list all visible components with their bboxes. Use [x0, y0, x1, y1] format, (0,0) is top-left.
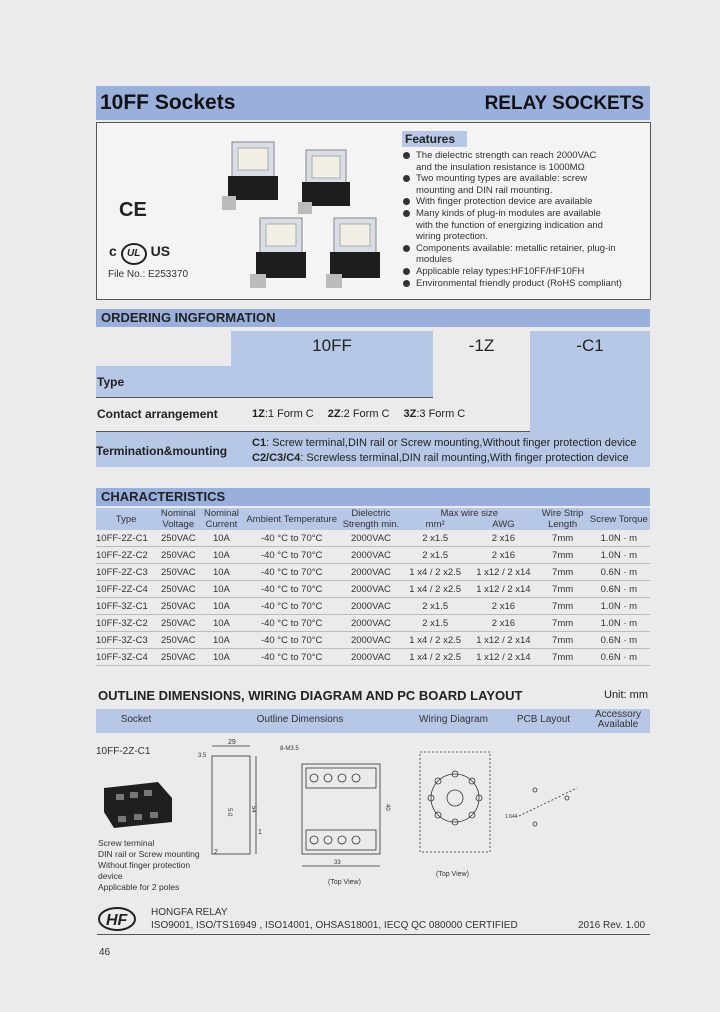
company-name: HONGFA RELAY [151, 907, 228, 918]
table-cell: 10A [200, 615, 242, 632]
ce-mark: CE [119, 199, 147, 221]
feature-item [402, 208, 642, 243]
contact-options [252, 408, 479, 420]
table-row [96, 564, 650, 581]
wiring-diagram [410, 742, 502, 878]
col-socket: Socket [120, 714, 152, 725]
socket-model: 10FF-2Z-C1 [96, 746, 151, 757]
bullet-icon [403, 210, 410, 217]
contact-text: :2 Form C [340, 408, 390, 420]
feature-text: mounting and DIN rail mounting. [416, 184, 553, 196]
feature-text: With finger protection device are available [416, 196, 593, 208]
table-cell: -40 °C to 70°C [243, 615, 341, 632]
col-dielectric: Dielectric Strength min. [342, 508, 400, 530]
table-cell: 7mm [538, 530, 588, 547]
table-cell: 2000VAC [341, 615, 401, 632]
table-cell: 2000VAC [341, 632, 401, 649]
table-cell: 1 x4 / 2 x2.5 [401, 632, 469, 649]
relay-photo-2 [298, 150, 350, 214]
col-torque: Screw Torque [588, 508, 650, 530]
page-title: 10FF Sockets [100, 91, 236, 114]
table-cell: -40 °C to 70°C [243, 649, 341, 666]
dim-40: 40 [384, 804, 390, 811]
table-cell: 2 x16 [469, 530, 537, 547]
termination-option [252, 451, 637, 466]
table-cell: 7mm [538, 649, 588, 666]
table-cell: 250VAC [156, 530, 200, 547]
contact-code: 3Z [403, 408, 417, 420]
feature-text: Many kinds of plug-in modules are available [416, 207, 601, 219]
contact-label: Contact arrangement [97, 407, 218, 421]
table-cell: 1.0N · m [588, 530, 650, 547]
outline-title-bar [96, 686, 650, 706]
table-cell: 1.0N · m [588, 598, 650, 615]
header-bar [96, 86, 650, 120]
footer-divider [97, 934, 650, 935]
table-cell: 10A [200, 581, 242, 598]
contact-text: :1 Form C [264, 408, 314, 420]
table-cell: 2 x1.5 [401, 615, 469, 632]
page-number: 46 [99, 947, 111, 958]
table-cell: 1.0N · m [588, 615, 650, 632]
col-strip: Wire Strip Length [538, 508, 588, 530]
table-cell: 2000VAC [341, 530, 401, 547]
feature-item [402, 150, 642, 173]
feature-text: wiring protection. [416, 231, 488, 243]
termination-option [252, 436, 637, 451]
feature-text: Environmental friendly product (RoHS compliant) [416, 277, 622, 289]
features-list [402, 150, 642, 289]
col-outline: Outline Dimensions [256, 714, 344, 725]
feature-item [402, 243, 642, 266]
contact-code: 2Z [327, 408, 341, 420]
outline-top-view-label: (Top View) [328, 879, 361, 886]
feature-text: modules [416, 254, 452, 266]
bullet-icon [403, 198, 410, 205]
dim-54: 54 [250, 806, 256, 813]
col-ambient: Ambient Temperature [243, 508, 341, 530]
table-cell: 250VAC [156, 598, 200, 615]
table-cell: 2 x1.5 [401, 598, 469, 615]
table-cell: 1.0N · m [588, 547, 650, 564]
table-cell: 1 x12 / 2 x14 [469, 632, 537, 649]
outline-header [96, 709, 650, 733]
col-max-wire: Max wire size [401, 508, 537, 519]
table-cell: 10FF-3Z-C1 [96, 598, 156, 615]
feature-text: with the function of energizing indication and [416, 219, 603, 231]
table-cell: 10A [200, 564, 242, 581]
table-cell: 250VAC [156, 564, 200, 581]
bullet-icon [403, 245, 410, 252]
certifications-line: ISO9001, ISO/TS16949 , ISO14001, OHSAS18001, IECQ QC 080000 CERTIFIED [151, 920, 518, 931]
table-cell: 10FF-3Z-C3 [96, 632, 156, 649]
table-row [96, 649, 650, 666]
table-cell: 2 x16 [469, 615, 537, 632]
table-cell: 1 x12 / 2 x14 [469, 581, 537, 598]
table-cell: 0.6N · m [588, 649, 650, 666]
table-cell: 7mm [538, 632, 588, 649]
contact-option [404, 408, 466, 420]
col-accessory: Accessory Available [594, 709, 642, 730]
table-cell: 10A [200, 649, 242, 666]
feature-text: and the insulation resistance is 1000MΩ [416, 161, 585, 173]
table-cell: 7mm [538, 598, 588, 615]
table-cell: 2 x1.5 [401, 530, 469, 547]
table-cell: 1 x12 / 2 x14 [469, 564, 537, 581]
table-cell: 250VAC [156, 649, 200, 666]
table-cell: 10FF-2Z-C2 [96, 547, 156, 564]
termination-text: : Screwless terminal,DIN rail mounting,With finger protection device [300, 452, 629, 464]
termination-text: : Screw terminal,DIN rail or Screw mounting,Without finger protection device [266, 437, 637, 449]
table-cell: 2000VAC [341, 581, 401, 598]
dim-2: 2 [214, 849, 218, 856]
relay-photo-1 [222, 142, 278, 210]
table-cell: 1 x4 / 2 x2.5 [401, 564, 469, 581]
table-cell: 0.6N · m [588, 564, 650, 581]
pcb-layout [505, 760, 585, 840]
termination-label: Termination&mounting [96, 444, 228, 458]
bullet-icon [403, 152, 410, 159]
table-row [96, 581, 650, 598]
table-cell: 7mm [538, 547, 588, 564]
table-cell: -40 °C to 70°C [243, 564, 341, 581]
feature-item [402, 266, 642, 278]
description-line: Applicable for 2 poles [98, 882, 180, 892]
feature-item [402, 278, 642, 290]
table-cell: -40 °C to 70°C [243, 547, 341, 564]
ul-us-text: US [150, 243, 171, 259]
pcb-dim: 1.644 [505, 814, 518, 820]
feature-item [402, 173, 642, 196]
ul-mark [109, 243, 170, 265]
table-row [96, 615, 650, 632]
description-line: Without finger protection [98, 860, 191, 870]
characteristics-title: CHARACTERISTICS [96, 488, 650, 506]
relay-socket-photos [212, 136, 392, 296]
table-row [96, 530, 650, 547]
order-code-series-text: 10FF [312, 336, 352, 355]
dim-33: 33 [334, 860, 341, 866]
table-cell: 2000VAC [341, 598, 401, 615]
outline-drawing [190, 736, 410, 888]
table-cell: 10FF-2Z-C3 [96, 564, 156, 581]
table-cell: 1 x12 / 2 x14 [469, 649, 537, 666]
table-cell: 10A [200, 547, 242, 564]
termination-code: C2/C3/C4 [252, 452, 301, 464]
terminal-row-bottom [306, 830, 376, 850]
table-cell: 10A [200, 598, 242, 615]
svg-text:HF: HF [106, 912, 128, 929]
termination-code: C1 [252, 437, 267, 449]
type-row [96, 366, 433, 397]
table-cell: -40 °C to 70°C [243, 632, 341, 649]
bullet-icon [403, 175, 410, 182]
table-cell: 2000VAC [341, 564, 401, 581]
col-mm2: mm² [401, 519, 469, 530]
dim-5: 5.0 [226, 808, 232, 817]
col-type: Type [96, 508, 156, 530]
table-cell: 0.6N · m [588, 581, 650, 598]
col-nominal-voltage: Nominal Voltage [156, 508, 200, 530]
table-cell: 10FF-3Z-C4 [96, 649, 156, 666]
features-title: Features [402, 131, 467, 147]
bullet-icon [403, 268, 410, 275]
table-cell: 2 x16 [469, 547, 537, 564]
characteristics-table [96, 508, 650, 666]
table-cell: 2000VAC [341, 547, 401, 564]
revision: 2016 Rev. 1.00 [578, 920, 646, 931]
table-cell: 2000VAC [341, 649, 401, 666]
table-cell: 1 x4 / 2 x2.5 [401, 649, 469, 666]
order-code-termination-text: -C1 [576, 336, 604, 355]
description-line: Screw terminal [98, 838, 155, 848]
terminal-row-top [306, 768, 376, 788]
section-title: RELAY SOCKETS [484, 93, 644, 114]
feature-text: Two mounting types are available: screw [416, 173, 588, 185]
table-cell: 10FF-2Z-C1 [96, 530, 156, 547]
table-cell: 250VAC [156, 632, 200, 649]
table-cell: 7mm [538, 581, 588, 598]
unit-label: Unit: mm [604, 689, 648, 701]
col-pcb: PCB Layout [516, 714, 571, 725]
feature-text: Components available: metallic retainer, plug-in [416, 242, 616, 254]
description-line: DIN rail or Screw mounting [98, 849, 200, 859]
table-cell: 0.6N · m [588, 632, 650, 649]
table-row [96, 632, 650, 649]
top-view-body [302, 764, 380, 854]
feature-item [402, 196, 642, 208]
table-row [96, 598, 650, 615]
ordering-title: ORDERING INGFORMATION [96, 309, 650, 327]
dim-m3-5: 8-M3.5 [280, 746, 299, 752]
dim-1: 1 [258, 829, 262, 836]
dim-3-5: 3.5 [198, 753, 207, 759]
table-cell: -40 °C to 70°C [243, 581, 341, 598]
description-line: device [98, 871, 123, 881]
file-number: File No.: E253370 [108, 269, 189, 280]
table-cell: 2 x1.5 [401, 547, 469, 564]
relay-photo-4 [326, 218, 380, 288]
col-nominal-current: Nominal Current [200, 508, 242, 530]
table-cell: 7mm [538, 564, 588, 581]
divider [96, 397, 433, 398]
table-cell: 1 x4 / 2 x2.5 [401, 581, 469, 598]
table-cell: 250VAC [156, 615, 200, 632]
contact-code: 1Z [252, 408, 265, 420]
table-cell: 10A [200, 632, 242, 649]
bullet-icon [403, 280, 410, 287]
table-cell: 7mm [538, 615, 588, 632]
outline-title: OUTLINE DIMENSIONS, WIRING DIAGRAM AND PC BOARD LAYOUT [98, 688, 523, 703]
order-code-contact-text: -1Z [468, 336, 495, 355]
contact-option [328, 408, 390, 420]
table-cell: 10FF-3Z-C2 [96, 615, 156, 632]
contact-option [252, 408, 314, 420]
table-cell: 250VAC [156, 581, 200, 598]
table-cell: 250VAC [156, 547, 200, 564]
hongfa-logo [97, 906, 137, 932]
table-cell: 2 x16 [469, 598, 537, 615]
type-label: Type [97, 375, 125, 389]
col-wiring: Wiring Diagram [419, 714, 488, 725]
table-cell: 10A [200, 530, 242, 547]
ul-logo: UL [121, 243, 147, 265]
feature-text: Applicable relay types:HF10FF/HF10FH [416, 265, 585, 277]
wiring-top-view-label: (Top View) [436, 871, 469, 878]
termination-options [252, 436, 637, 466]
socket-description [98, 838, 200, 893]
dim-29: 29 [228, 739, 236, 746]
side-view-body [212, 756, 250, 854]
socket-photo [98, 778, 178, 832]
col-awg: AWG [469, 519, 537, 530]
contact-text: :3 Form C [416, 408, 466, 420]
relay-photo-3 [250, 218, 306, 288]
ul-c-text: c [109, 243, 117, 259]
table-cell: 10FF-2Z-C4 [96, 581, 156, 598]
table-cell: -40 °C to 70°C [243, 530, 341, 547]
table-cell: -40 °C to 70°C [243, 598, 341, 615]
table-row [96, 547, 650, 564]
feature-text: The dielectric strength can reach 2000VAC [416, 150, 597, 161]
